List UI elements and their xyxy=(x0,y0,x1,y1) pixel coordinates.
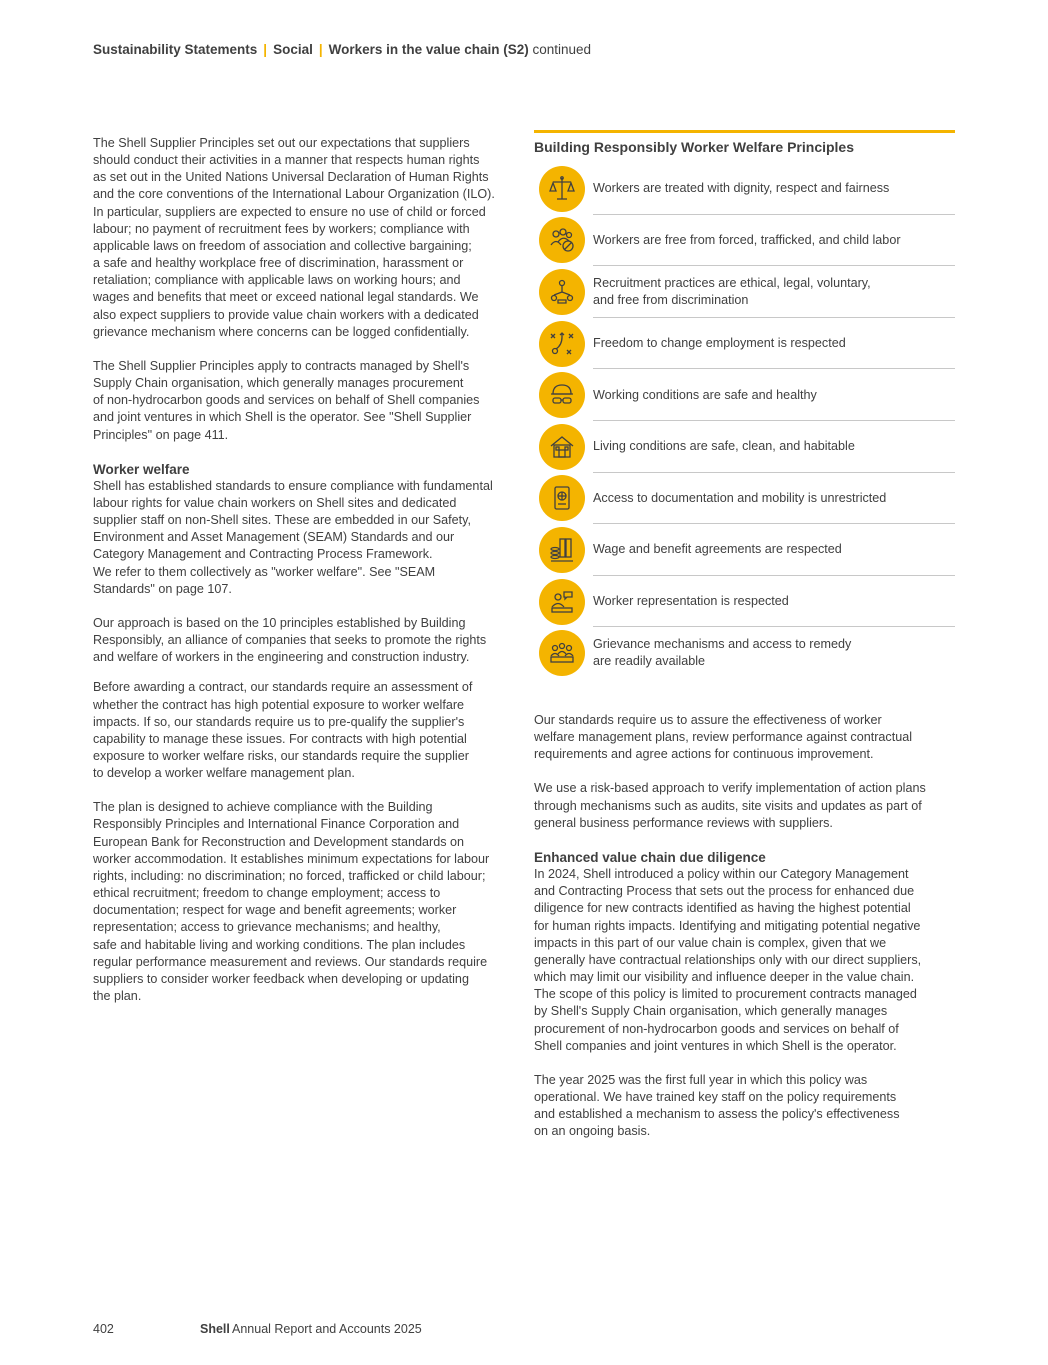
paragraph-supplier-scope: The Shell Supplier Principles apply to contracts managed by Shell's Supply Chain organisation, which generally manages procurement of non-hydrocarbon goods and services on behalf of Shell companies and joint ventures in which Shell is the operator. See "Shell Supplier Principles" on page 411. xyxy=(93,358,480,442)
panel-accent-rule xyxy=(534,130,955,133)
breadcrumb-workers-value-chain[interactable]: Workers in the value chain (S2) xyxy=(328,42,529,57)
principle-item xyxy=(534,369,955,421)
principle-item xyxy=(534,318,955,370)
principle-label: Worker representation is respected xyxy=(593,594,789,609)
principles-list xyxy=(534,163,955,679)
people-prohibited-icon xyxy=(539,217,585,263)
principle-label: Workers are free from forced, trafficked, and child labor xyxy=(593,232,901,247)
breadcrumb-social[interactable]: Social xyxy=(273,42,313,57)
principle-label: Recruitment practices are ethical, legal, voluntary, and free from discrimination xyxy=(593,275,871,307)
breadcrumb-separator: | xyxy=(263,42,268,57)
career-paths-icon xyxy=(539,321,585,367)
scales-icon xyxy=(539,166,585,212)
paragraph-due-diligence: In 2024, Shell introduced a policy within our Category Management and Contracting Process that sets out the process for enhanced due diligence for new contracts identified as having the highest potential for human rights impacts. Identifying and mitigating potential negative impacts in this part of our value chain is complex, given that we generally have contractual relationships only with our direct suppliers, which may limit our visibility and influence deeper in the value chain. The scope of this policy is limited to procurement contracts managed by Shell's Supply Chain organisation, which generally manages procurement of non-hydrocarbon goods and services on behalf of Shell companies and joint ventures in which Shell is the operator. xyxy=(534,867,922,1053)
principle-item xyxy=(534,627,955,679)
principle-label: Access to documentation and mobility is unrestricted xyxy=(593,490,887,505)
right-column xyxy=(534,712,959,1140)
principle-label: Grievance mechanisms and access to remedy are readily available xyxy=(593,637,852,669)
representation-icon xyxy=(539,579,585,625)
page-number: 402 xyxy=(93,1322,114,1336)
paragraph-supplier-principles: The Shell Supplier Principles set out our expectations that suppliers should conduct their activities in a manner that respects human rights as set out in the United Nations Universal Declaration of Human Rights and the core conventions of the International Labour Organization (ILO). In particular, suppliers are expected to ensure no use of child or forced labour; no payment of recruitment fees by workers; compliance with applicable laws on freedom of association and collective bargaining; a safe and healthy workplace free of discrimination, harassment or retaliation; compliance with applicable laws on working hours; and wages and benefits that meet or exceed national legal standards. We also expect suppliers to provide value chain workers with a dedicated grievance mechanism where concerns can be logged confidentially. xyxy=(93,136,495,339)
paragraph-assurance: Our standards require us to assure the effectiveness of worker welfare management plans, review performance against contractual requirements and agree actions for continuous improvement. xyxy=(534,713,913,762)
breadcrumb-sustainability[interactable]: Sustainability Statements xyxy=(93,42,258,57)
breadcrumb-separator: | xyxy=(318,42,323,57)
footer-company: Shell xyxy=(200,1322,230,1336)
principle-label: Freedom to change employment is respected xyxy=(593,336,846,351)
principle-item xyxy=(534,421,955,473)
heading-due-diligence: Enhanced value chain due diligence xyxy=(534,849,766,865)
heading-worker-welfare: Worker welfare xyxy=(93,461,190,477)
hardhat-goggles-icon xyxy=(539,372,585,418)
footer-report-title: Annual Report and Accounts 2025 xyxy=(232,1322,422,1336)
principle-label: Living conditions are safe, clean, and habitable xyxy=(593,439,855,454)
paragraph-plan: The plan is designed to achieve compliance with the Building Responsibly Principles and International Finance Corporation and European Bank for Reconstruction and Development standards on worker accommodation. It establishes minimum expectations for labour rights, including: no discrimination; no forced, trafficked or child labour; ethical recruitment; freedom to change employment; access to documentation; respect for wage and benefit agreements; worker representation; access to grievance mechanisms; and healthy, safe and habitable living and working conditions. The plan includes regular performance measurement and reviews. Our standards require suppliers to consider worker feedback when developing or updating the plan. xyxy=(93,800,490,1004)
principle-label: Working conditions are safe and healthy xyxy=(593,387,817,402)
principle-item xyxy=(534,473,955,525)
principle-item xyxy=(534,266,955,318)
paragraph-approach: Our approach is based on the 10 principles established by Building Responsibly, an alliance of companies that seeks to promote the rights and welfare of workers in the engineering and construction industry. xyxy=(93,615,487,665)
principles-panel xyxy=(534,130,955,679)
principle-item xyxy=(534,576,955,628)
recruitment-network-icon xyxy=(539,269,585,315)
left-column xyxy=(93,135,518,1005)
paragraph-worker-welfare: Shell has established standards to ensure compliance with fundamental labour rights for value chain workers on Shell sites and dedicated supplier staff on non-Shell sites. These are embedded in our Safety, Environment and Asset Management (SEAM) Standards and our Category Management and Contracting Process Framework. We refer to them collectively as "worker welfare". See "SEAM Standards" on page 107. xyxy=(93,478,493,596)
paragraph-first-year: The year 2025 was the first full year in which this policy was operational. We have trained key staff on the policy requirements and established a mechanism to assess the policy's effectiveness on an ongoing basis. xyxy=(534,1072,900,1139)
principle-label: Workers are treated with dignity, respect and fairness xyxy=(593,181,890,196)
footer xyxy=(93,1322,422,1336)
paragraph-risk-based: We use a risk-based approach to verify implementation of action plans through mechanisms such as audits, site visits and updates as part of general business performance reviews with suppliers. xyxy=(534,781,926,830)
principle-item xyxy=(534,163,955,215)
principle-item xyxy=(534,215,955,267)
breadcrumb xyxy=(93,42,591,57)
principle-label: Wage and benefit agreements are respected xyxy=(593,542,842,557)
meeting-icon xyxy=(539,630,585,676)
passport-icon xyxy=(539,475,585,521)
paragraph-contract-assessment: Before awarding a contract, our standards require an assessment of whether the contract has high potential exposure to worker welfare impacts. If so, our standards require us to pre-qualify the supplier's capability to manage these issues. For contracts with high potential exposure to worker welfare risks, our standards require the supplier to develop a worker welfare management plan. xyxy=(93,680,473,781)
coins-documents-icon xyxy=(539,527,585,573)
principle-item xyxy=(534,524,955,576)
breadcrumb-continued: continued xyxy=(532,42,592,57)
house-icon xyxy=(539,424,585,470)
panel-title: Building Responsibly Worker Welfare Principles xyxy=(534,139,855,155)
